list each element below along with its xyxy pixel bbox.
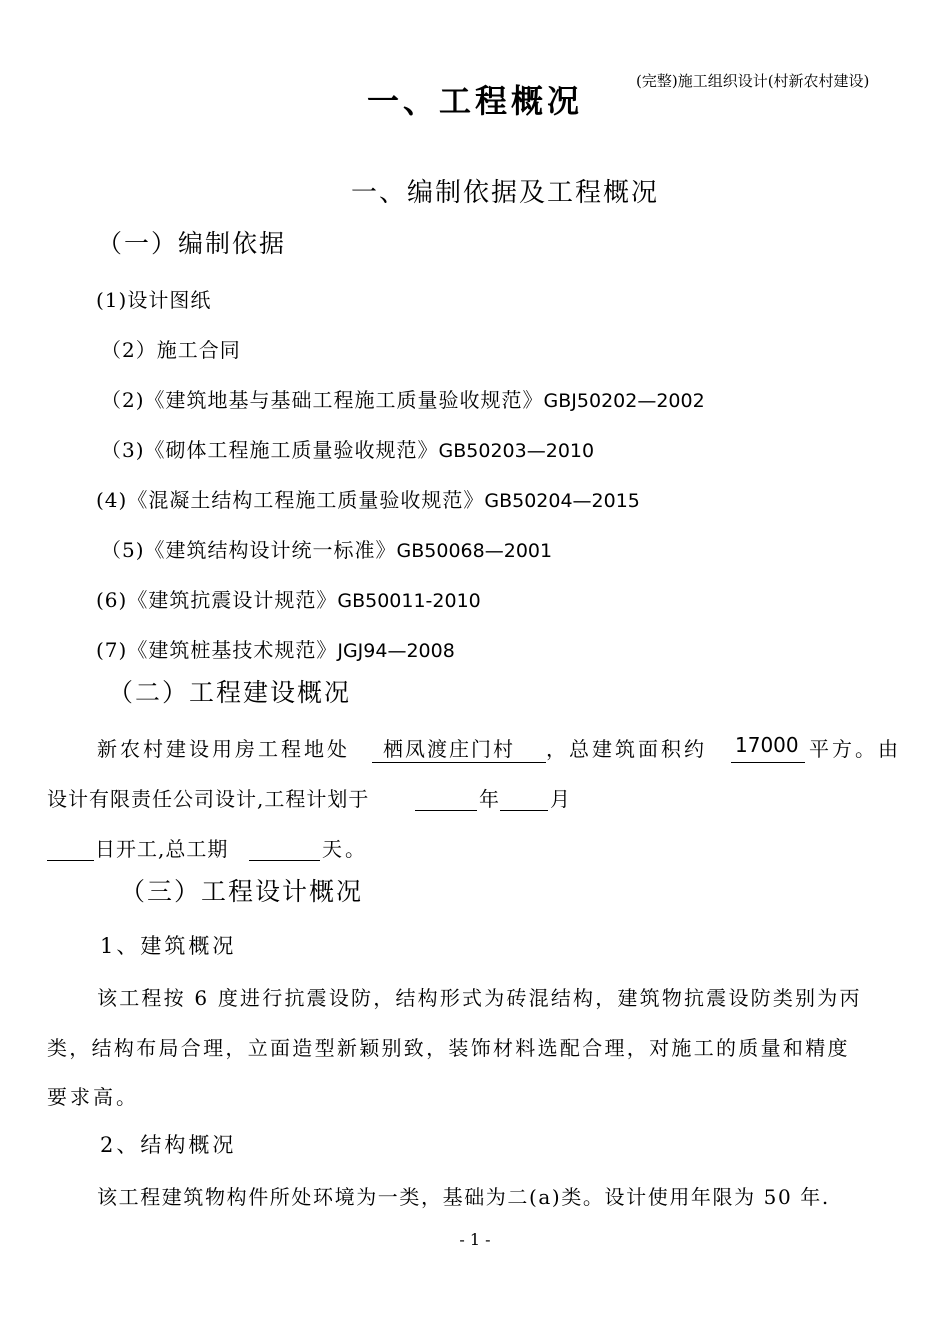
architecture-line: 类，结构布局合理，立面造型新颖别致，装饰材料选配合理，对施工的质量和精度 bbox=[47, 1036, 850, 1060]
day-blank bbox=[47, 860, 94, 861]
standard-code: GB50068—2001 bbox=[396, 540, 553, 562]
basis-item bbox=[96, 284, 211, 313]
month-word: 月 bbox=[550, 787, 573, 811]
basis-item-label: (7)《建筑桩基技术规范》 bbox=[96, 638, 338, 662]
basis-item-label: （2）施工合同 bbox=[101, 338, 241, 362]
basis-item bbox=[101, 434, 594, 463]
standard-code: GBJ50202—2002 bbox=[543, 390, 705, 412]
basis-item bbox=[96, 634, 455, 663]
basis-item-label: （3)《砌体工程施工质量验收规范》 bbox=[101, 438, 439, 462]
year-word: 年 bbox=[479, 787, 502, 811]
construction-text-a: 新农村建设用房工程地处 bbox=[97, 737, 350, 761]
basis-item-label: (4)《混凝土结构工程施工质量验收规范》 bbox=[96, 488, 485, 512]
standard-code: GB50011-2010 bbox=[337, 590, 481, 612]
duration-blank bbox=[249, 860, 320, 861]
basis-item-label: (1)设计图纸 bbox=[96, 288, 212, 312]
basis-heading: （一）编制依据 bbox=[97, 229, 287, 258]
construction-text-c: 平方。由 bbox=[809, 737, 901, 761]
month-blank bbox=[500, 810, 548, 811]
construction-text-f: 天。 bbox=[322, 837, 368, 861]
construction-text-e: 日开工,总工期 bbox=[95, 837, 229, 861]
basis-item bbox=[96, 584, 481, 613]
area-value: 17000 bbox=[735, 733, 799, 757]
architecture-line: 该工程按 6 度进行抗震设防，结构形式为砖混结构，建筑物抗震设防类别为丙 bbox=[97, 986, 862, 1010]
basis-item bbox=[101, 334, 241, 363]
standard-code: JGJ94—2008 bbox=[337, 640, 455, 662]
architecture-heading: 1、建筑概况 bbox=[100, 934, 237, 958]
standard-code: GB50204—2015 bbox=[484, 490, 640, 512]
construction-heading: （二）工程建设概况 bbox=[108, 678, 352, 707]
location-value: 栖凤渡庄门村 bbox=[383, 737, 515, 761]
section-title: 一、编制依据及工程概况 bbox=[350, 178, 659, 208]
structure-line: 该工程建筑物构件所处环境为一类，基础为二(a)类。设计使用年限为 50 年. bbox=[97, 1185, 830, 1209]
structure-heading: 2、结构概况 bbox=[100, 1133, 237, 1157]
basis-item bbox=[101, 384, 705, 413]
area-underline bbox=[731, 762, 805, 763]
basis-item-label: （5)《建筑结构设计统一标准》 bbox=[101, 538, 397, 562]
document-title: 一、工程概况 bbox=[366, 82, 583, 120]
basis-item-label: (6)《建筑抗震设计规范》 bbox=[96, 588, 338, 612]
location-underline bbox=[372, 762, 546, 763]
basis-item bbox=[96, 484, 640, 513]
design-heading: （三）工程设计概况 bbox=[120, 877, 364, 906]
year-blank bbox=[415, 810, 477, 811]
standard-code: GB50203—2010 bbox=[438, 440, 595, 462]
page-number: - 1 - bbox=[459, 1230, 491, 1249]
basis-item bbox=[101, 534, 552, 563]
construction-text-d: 设计有限责任公司设计,工程计划于 bbox=[47, 787, 370, 811]
basis-item-label: （2)《建筑地基与基础工程施工质量验收规范》 bbox=[101, 388, 544, 412]
architecture-line: 要求高。 bbox=[47, 1085, 139, 1109]
header-note: (完整)施工组织设计(村新农村建设) bbox=[636, 72, 870, 90]
construction-text-b: ，总建筑面积约 bbox=[546, 737, 707, 761]
